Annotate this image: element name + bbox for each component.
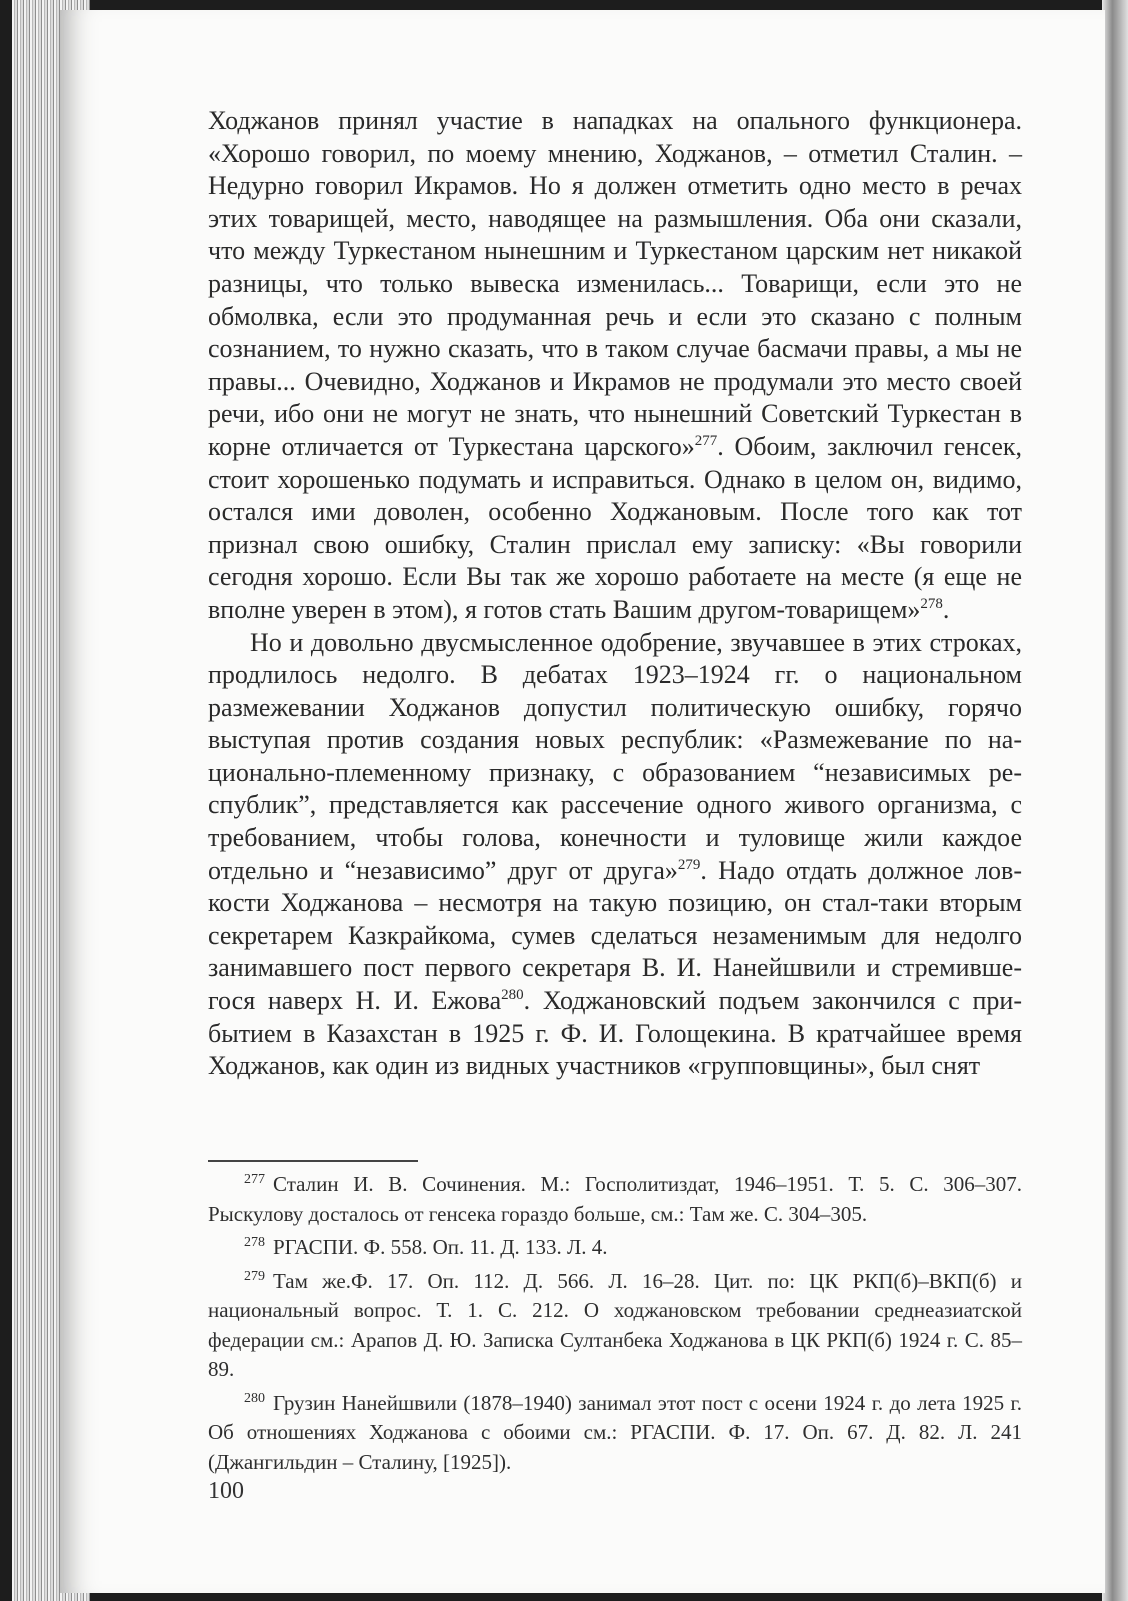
footnote-ref-280[interactable]: 280 xyxy=(501,987,524,1004)
footnote-text: Сталин И. В. Сочинения. М.: Госполитиздат, 1946–1951. Т. 5. С. 306–307. Рыскулову досталось от генсека гораздо больше, см.: Там же. С. 304–305. xyxy=(208,1172,1022,1226)
footnote-277 xyxy=(208,1170,1022,1229)
text-run: . Обоим, заключил генсек, стоит хорошенько подумать и исправиться. Однако в целом он, видимо, остался ими доволен, особенно Ходжановым. После того как тот признал свою ошибку, Сталин прислал ему записку: «Вы говорили сегодня хорошо. Если Вы так же хорошо работаете на месте (я еще не вполне уверен в этом), я готов стать Вашим другом-товарищем» xyxy=(208,431,1022,624)
footnote-279 xyxy=(208,1267,1022,1385)
paragraph-2 xyxy=(208,627,1022,1083)
footnotes xyxy=(208,1170,1022,1481)
footnote-280 xyxy=(208,1389,1022,1478)
page-number: 100 xyxy=(208,1478,244,1504)
text-run: Ходжанов принял участие в нападках на опального функционера. «Хорошо говорил, по моему мнению, Ходжанов, – отметил Сталин. – Недурно говорил Икрамов. Но я должен отметить одно место в речах этих товарищей, место, наводящее на размышления. Оба они сказали, что между Туркестаном нынешним и Туркестаном царским нет никакой разницы, что только вывеска изменилась... Товарищи, если это не обмолвка, если это продуманная речь и если это сказано с полным сознанием, то нужно сказать, что в таком случае басмачи правы, а мы не правы... Очевидно, Ходжанов и Икрамов не продумали это место своей речи, ибо они не могут не знать, что нынешний Советский Туркестан в корне отличается от Туркестана царского» xyxy=(208,106,1022,461)
book-page xyxy=(60,10,1105,1593)
footnote-ref-279[interactable]: 279 xyxy=(677,856,701,873)
footnote-separator xyxy=(208,1160,418,1162)
footnote-text: РГАСПИ. Ф. 558. Оп. 11. Д. 133. Л. 4. xyxy=(273,1235,608,1259)
footnote-text: Там же.Ф. 17. Оп. 112. Д. 566. Л. 16–28. Цит. по: ЦК РКП(б)–ВКП(б) и национальный вопрос. Т. 1. С. 212. О ходжановском требовании среднеазиатской федерации см.: Арапов Д. Ю. Записка Султанбека Ходжанова в ЦК РКП(б) 1924 г. С. 85–89. xyxy=(208,1268,1022,1381)
text-run: . xyxy=(942,594,950,624)
paragraph-1 xyxy=(208,105,1022,627)
text-run: . Надо отдать должное ловкости Ходжанова – несмотря на такую позицию, он стал-таки вторым секретарем Казкрайкома, сумев сделаться незаменимым для недолго занимавшего пост первого секретаря В. И. Нанейшвили и стремившегося наверх Н. И. Ежова xyxy=(208,855,1023,1016)
footnote-278 xyxy=(208,1233,1022,1263)
main-text xyxy=(208,105,1022,1083)
footnote-number: 278 xyxy=(244,1235,265,1250)
text-run: . Ходжановский подъем закончился с прибытием в Казахстан в 1925 г. Ф. И. Голощекина. В кратчайшее время Ходжанов, как один из видных участников «групповщины», был снят xyxy=(208,986,1022,1081)
footnote-number: 277 xyxy=(244,1172,265,1187)
book-right-edge xyxy=(1102,0,1128,1601)
footnote-ref-278[interactable]: 278 xyxy=(920,595,943,612)
footnote-number: 279 xyxy=(244,1268,265,1284)
footnote-ref-277[interactable]: 277 xyxy=(694,432,718,449)
footnote-number: 280 xyxy=(244,1390,265,1406)
footnote-text: Грузин Нанейшвили (1878–1940) занимал этот пост с осени 1924 г. до лета 1925 г. Об отношениях Ходжанова с обоими см.: РГАСПИ. Ф. 17. Оп. 67. Д. 82. Л. 241 (Джангильдин – Сталину, [1925]). xyxy=(208,1390,1022,1474)
text-run: Но и довольно двусмысленное одобрение, звучавшее в этих строках, продлилось недолго. В дебатах 1923–1924 гг. о национальном размежевании Ходжанов допустил политическую ошибку, горячо выступая против создания новых республик: «Размежевание по национально-племенному признаку, с образованием “независимых республик”, представляется как рассечение одного живого организма, с требованием, чтобы голова, конечности и туловище жили каждое отдельно и “независимо” друг от друга» xyxy=(208,627,1022,885)
